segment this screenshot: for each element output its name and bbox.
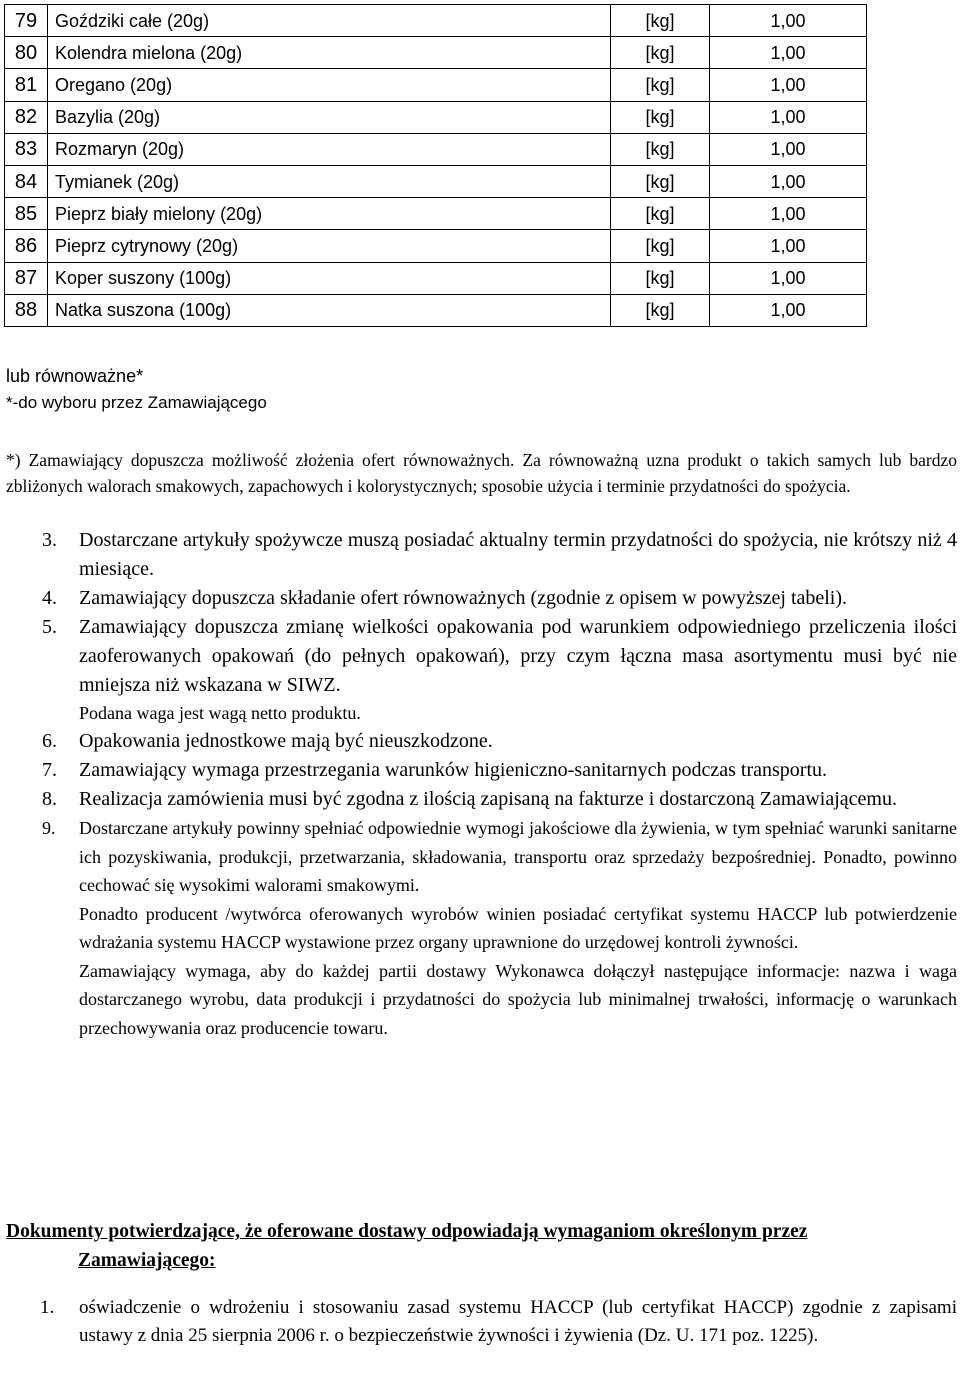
unit-cell: [kg] (611, 69, 710, 101)
unit-cell: [kg] (611, 37, 710, 69)
condition-item: 6. Opakowania jednostkowe mają być nieuszkodzone. (42, 730, 493, 752)
table-row (5, 294, 867, 326)
haccp-requirement: Ponadto producent /wytwórca oferowanych wyrobów winien posiadać certyfikat systemu HACCP lub potwierdzenie wdrażania systemu HACCP wystawione przez organy uprawnione do urzędowej kontroli żywności. (79, 903, 957, 952)
table-row (5, 133, 867, 165)
conditions-list (0, 526, 957, 1042)
product-name: Oregano (20g) (48, 69, 611, 101)
row-number: 88 (5, 294, 48, 326)
quantity-cell: 1,00 (710, 101, 867, 133)
product-name: Pieprz biały mielony (20g) (48, 198, 611, 230)
product-name: Kolendra mielona (20g) (48, 37, 611, 69)
table-row (5, 198, 867, 230)
condition-item: 9. Dostarczane artykuły powinny spełniać odpowiednie wymogi jakościowe dla żywienia, w tym spełniać warunki sanitarne ich pozyskiwania, produkcji, przetwarzania, składowania, transportu oraz sprzedaży bezpośredniej. Ponadto, powinno cechować się wysokimi walorami smakowymi. Ponadto producent /wytwórca oferowanych wyrobów winien posiadać certyfikat systemu HACCP lub potwierdzenie wdrażania systemu HACCP wystawione przez organy uprawnione do urzędowej kontroli żywności. Zamawiający wymaga, aby do każdej partii dostawy Wykonawca dołączył następujące informacje: nazwa i waga dostarczanego wyrobu, data produkcji i przydatności do spożycia lub minimalnej trwałości, informację o warunkach przechowywania oraz producencie towaru. (0, 814, 957, 1042)
unit-cell: [kg] (611, 230, 710, 262)
spice-table (4, 4, 867, 327)
unit-cell: [kg] (611, 262, 710, 294)
quantity-cell: 1,00 (710, 69, 867, 101)
quantity-cell: 1,00 (710, 294, 867, 326)
condition-item: 7. Zamawiający wymaga przestrzegania warunków higieniczno-sanitarnych podczas transportu. (42, 759, 828, 781)
product-name: Tymianek (20g) (48, 165, 611, 197)
choice-note: *-do wyboru przez Zamawiającego (6, 393, 267, 412)
product-name: Goździki całe (20g) (48, 5, 611, 37)
documents-list (0, 1294, 957, 1349)
quantity-cell: 1,00 (710, 262, 867, 294)
row-number: 80 (5, 37, 48, 69)
row-number: 79 (5, 5, 48, 37)
condition-item: 3. Dostarczane artykuły spożywcze muszą posiadać aktualny termin przydatności do spożycia, nie krótszy niż 4 miesiące. (42, 529, 957, 580)
unit-cell: [kg] (611, 198, 710, 230)
quantity-cell: 1,00 (710, 5, 867, 37)
equivalent-note: lub równoważne* (6, 366, 144, 386)
unit-cell: [kg] (611, 133, 710, 165)
quantity-cell: 1,00 (710, 37, 867, 69)
unit-cell: [kg] (611, 165, 710, 197)
row-number: 85 (5, 198, 48, 230)
quantity-cell: 1,00 (710, 198, 867, 230)
product-name: Pieprz cytrynowy (20g) (48, 230, 611, 262)
row-number: 82 (5, 101, 48, 133)
product-name: Natka suszona (100g) (48, 294, 611, 326)
table-row (5, 37, 867, 69)
condition-item: 8. Realizacja zamówienia musi być zgodna z ilością zapisaną na fakturze i dostarczoną Zamawiającemu. (42, 788, 897, 810)
table-row (5, 101, 867, 133)
condition-item: 5. Zamawiający dopuszcza zmianę wielkości opakowania pod warunkiem odpowiedniego przeliczenia ilości zaoferowanych opakowań (do pełnych opakowań), przy czym łączna masa asortymentu musi być nie mniejsza niż wskazana w SIWZ. Podana waga jest wagą netto produktu. (0, 613, 957, 727)
quantity-cell: 1,00 (710, 133, 867, 165)
product-name: Koper suszony (100g) (48, 262, 611, 294)
table-row (5, 5, 867, 37)
table-row (5, 69, 867, 101)
net-weight-note: Podana waga jest wagą netto produktu. (79, 703, 361, 723)
unit-cell: [kg] (611, 5, 710, 37)
row-number: 87 (5, 262, 48, 294)
delivery-info-requirement: Zamawiający wymaga, aby do każdej partii dostawy Wykonawca dołączył następujące informacje: nazwa i waga dostarczanego wyrobu, data produkcji i przydatności do spożycia lub minimalnej trwałości, informację o warunkach przechowywania oraz producencie towaru. (79, 960, 957, 1038)
table-row (5, 230, 867, 262)
quantity-cell: 1,00 (710, 165, 867, 197)
table-row (5, 165, 867, 197)
row-number: 84 (5, 165, 48, 197)
unit-cell: [kg] (611, 294, 710, 326)
unit-cell: [kg] (611, 101, 710, 133)
product-name: Rozmaryn (20g) (48, 133, 611, 165)
quantity-cell: 1,00 (710, 230, 867, 262)
row-number: 81 (5, 69, 48, 101)
table-row (5, 262, 867, 294)
product-name: Bazylia (20g) (48, 101, 611, 133)
equivalence-paragraph: *) Zamawiający dopuszcza możliwość złożenia ofert równoważnych. Za równoważną uzna produkt o takich samych lub bardzo zbliżonych walorach smakowych, zapachowych i kolorystycznych; sposobie użycia i terminie przydatności do spożycia. (6, 450, 957, 496)
condition-item: 4. Zamawiający dopuszcza składanie ofert równoważnych (zgodnie z opisem w powyższej tabeli). (42, 587, 848, 609)
row-number: 86 (5, 230, 48, 262)
document-item: 1. oświadczenie o wdrożeniu i stosowaniu zasad systemu HACCP (lub certyfikat HACCP) zgodnie z zapisami ustawy z dnia 25 sierpnia 2006 r. o bezpieczeństwie żywności i żywienia (Dz. U. 171 poz. 1225). (40, 1297, 957, 1346)
documents-heading: Dokumenty potwierdzające, że oferowane dostawy odpowiadają wymaganiom określonym przez Zamawiającego: (6, 1221, 808, 1271)
row-number: 83 (5, 133, 48, 165)
